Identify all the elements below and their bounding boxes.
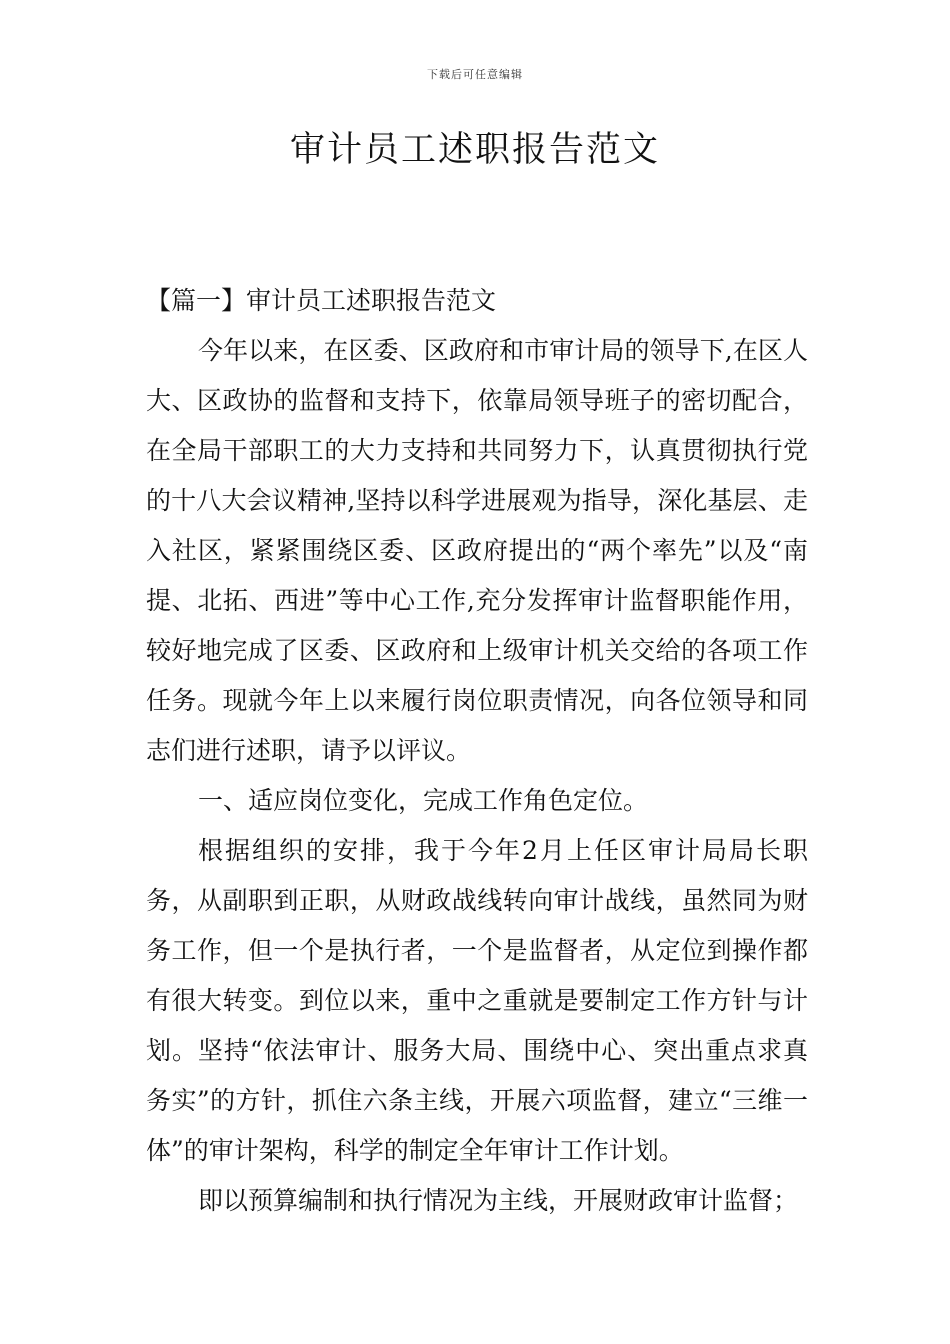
paragraph-role-change: 根据组织的安排，我于今年2月上任区审计局局长职务，从副职到正职，从财政战线转向审计战线，虽然同为财务工作，但一个是执行者，一个是监督者，从定位到操作都有很大转变。到位以来，重中之重就是要制定工作方针与计划。坚持“依法审计、服务大局、围绕中心、突出重点求真务实”的方针，抓住六条主线，开展六项监督，建立“三维一体”的审计架构，科学的制定全年审计工作计划。 xyxy=(146,836,808,1165)
section-heading: 【篇一】审计员工述职报告范文 xyxy=(146,286,497,315)
paragraph-heading-one: 一、适应岗位变化，完成工作角色定位。 xyxy=(198,786,649,815)
paragraph-budget-audit: 即以预算编制和执行情况为主线，开展财政审计监督； xyxy=(198,1186,799,1215)
paragraph-intro: 今年以来，在区委、区政府和市审计局的领导下,在区人大、区政协的监督和支持下，依靠局领导班子的密切配合，在全局干部职工的大力支持和共同努力下，认真贯彻执行党的十八大会议精神,坚持以科学进展观为指导，深化基层、走入社区，紧紧围绕区委、区政府提出的“两个率先”以及“南提、北拓、西进”等中心工作,充分发挥审计监督职能作用，较好地完成了区委、区政府和上级审计机关交给的各项工作任务。现就今年上以来履行岗位职责情况，向各位领导和同志们进行述职，请予以评议。 xyxy=(146,336,808,765)
document-body xyxy=(146,276,808,1226)
header-note: 下载后可任意编辑 xyxy=(427,68,523,81)
document-title: 审计员工述职报告范文 xyxy=(289,130,660,170)
